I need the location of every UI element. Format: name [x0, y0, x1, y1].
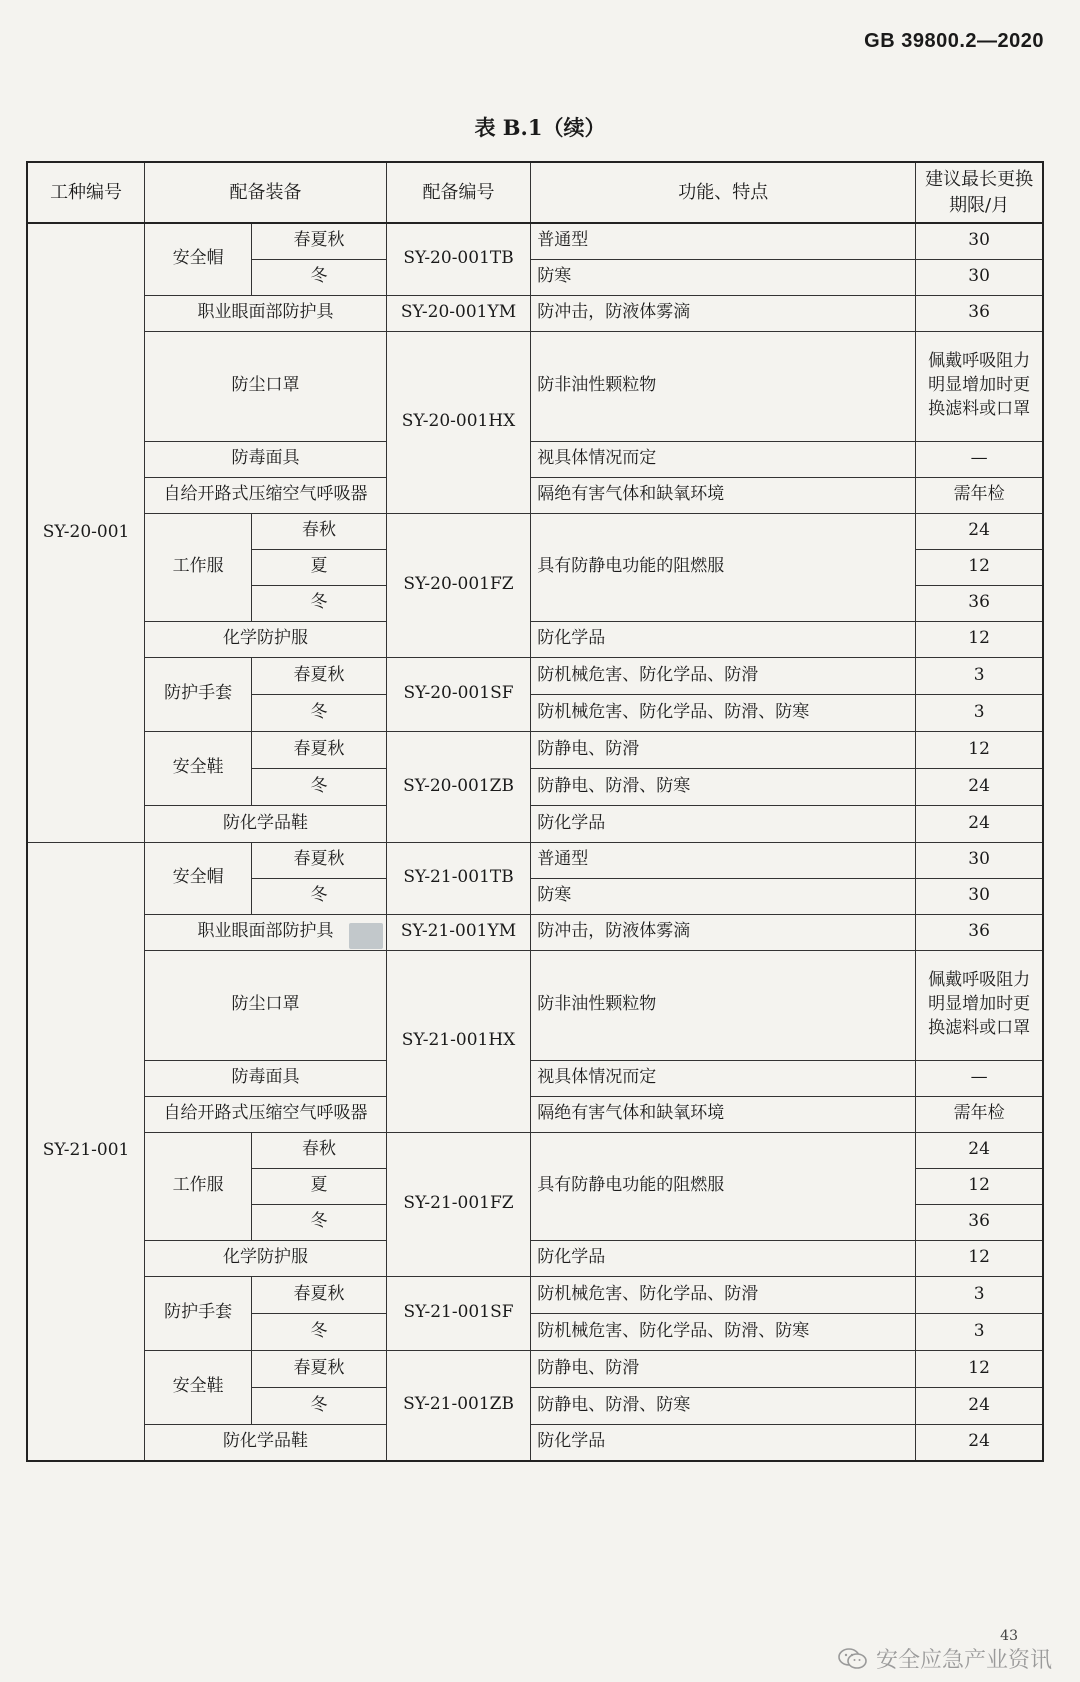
replacement-period-cell: —: [916, 1060, 1043, 1096]
function-cell: 具有防静电功能的阻燃服: [531, 513, 916, 621]
replacement-period-cell: 24: [916, 1424, 1043, 1461]
season-cell: 夏: [252, 1168, 387, 1204]
equipment-table: [26, 161, 1044, 1462]
season-cell: 春秋: [252, 513, 387, 549]
equipment-code-cell: SY-21-001FZ: [386, 1132, 530, 1276]
function-cell: 防化学品: [531, 621, 916, 657]
table-row: [27, 1060, 1043, 1096]
function-cell: 防寒: [531, 878, 916, 914]
equipment-cell: 自给开路式压缩空气呼吸器: [145, 1096, 387, 1132]
table-row: [27, 1350, 1043, 1387]
equipment-cell: 化学防护服: [145, 1240, 387, 1276]
table-row: [27, 331, 1043, 441]
equipment-cell: 防毒面具: [145, 1060, 387, 1096]
season-cell: 春夏秋: [252, 657, 387, 694]
table-title: 表 B.1（续）: [474, 115, 606, 140]
table-row: [27, 1276, 1043, 1313]
equipment-cell: 化学防护服: [145, 621, 387, 657]
function-cell: 防化学品: [531, 805, 916, 842]
table-row: [27, 805, 1043, 842]
equipment-cell: 安全鞋: [145, 731, 252, 805]
equipment-cell: 自给开路式压缩空气呼吸器: [145, 477, 387, 513]
replacement-period-cell: 30: [916, 223, 1043, 259]
watermark-chip: [349, 923, 383, 949]
function-cell: 隔绝有害气体和缺氧环境: [531, 477, 916, 513]
equipment-code-cell: SY-20-001FZ: [386, 513, 530, 657]
column-header: 配备装备: [145, 162, 387, 223]
replacement-period-cell: 36: [916, 914, 1043, 950]
function-cell: 防机械危害、防化学品、防滑: [531, 1276, 916, 1313]
table-row: [27, 731, 1043, 768]
replacement-period-cell: 需年检: [916, 477, 1043, 513]
equipment-code-cell: SY-21-001ZB: [386, 1350, 530, 1461]
equipment-cell: 职业眼面部防护具: [145, 914, 387, 950]
equipment-cell: 工作服: [145, 1132, 252, 1240]
replacement-period-cell: 佩戴呼吸阻力明显增加时更换滤料或口罩: [916, 950, 1043, 1060]
table-row: [27, 441, 1043, 477]
function-cell: 防静电、防滑: [531, 731, 916, 768]
season-cell: 冬: [252, 878, 387, 914]
function-cell: 防机械危害、防化学品、防滑: [531, 657, 916, 694]
season-cell: 冬: [252, 1313, 387, 1350]
table-row: [27, 914, 1043, 950]
function-cell: 防机械危害、防化学品、防滑、防寒: [531, 694, 916, 731]
wechat-icon: [838, 1647, 868, 1671]
replacement-period-cell: 3: [916, 1313, 1043, 1350]
column-header: 功能、特点: [531, 162, 916, 223]
table-row: [27, 1132, 1043, 1168]
equipment-cell: 工作服: [145, 513, 252, 621]
table-row: [27, 295, 1043, 331]
replacement-period-cell: 36: [916, 585, 1043, 621]
season-cell: 春夏秋: [252, 223, 387, 259]
replacement-period-cell: 3: [916, 657, 1043, 694]
replacement-period-cell: 30: [916, 842, 1043, 878]
season-cell: 春秋: [252, 1132, 387, 1168]
equipment-cell: 防护手套: [145, 657, 252, 731]
function-cell: 具有防静电功能的阻燃服: [531, 1132, 916, 1240]
season-cell: 冬: [252, 1204, 387, 1240]
equipment-code-cell: SY-21-001YM: [386, 914, 530, 950]
replacement-period-cell: 需年检: [916, 1096, 1043, 1132]
replacement-period-cell: 24: [916, 1132, 1043, 1168]
season-cell: 冬: [252, 694, 387, 731]
function-cell: 防静电、防滑: [531, 1350, 916, 1387]
replacement-period-cell: 36: [916, 1204, 1043, 1240]
function-cell: 防非油性颗粒物: [531, 950, 916, 1060]
watermark-text: 安全应急产业资讯: [875, 1647, 1052, 1672]
function-cell: 防冲击，防液体雾滴: [531, 914, 916, 950]
replacement-period-cell: 3: [916, 694, 1043, 731]
function-cell: 防非油性颗粒物: [531, 331, 916, 441]
replacement-period-cell: 24: [916, 1387, 1043, 1424]
season-cell: 春夏秋: [252, 1350, 387, 1387]
table-row: [27, 513, 1043, 549]
replacement-period-cell: 12: [916, 731, 1043, 768]
replacement-period-cell: 24: [916, 768, 1043, 805]
table-row: [27, 621, 1043, 657]
equipment-code-cell: SY-21-001HX: [386, 950, 530, 1132]
table-row: [27, 477, 1043, 513]
equipment-cell: 安全鞋: [145, 1350, 252, 1424]
column-header: 建议最长更换期限/月: [916, 162, 1043, 223]
function-cell: 防化学品: [531, 1240, 916, 1276]
equipment-cell: 安全帽: [145, 842, 252, 914]
table-row: [27, 950, 1043, 1060]
job-code-cell: SY-21-001: [27, 842, 145, 1461]
replacement-period-cell: 30: [916, 259, 1043, 295]
function-cell: 视具体情况而定: [531, 1060, 916, 1096]
column-header: 配备编号: [386, 162, 530, 223]
equipment-cell: 防毒面具: [145, 441, 387, 477]
job-code-cell: SY-20-001: [27, 223, 145, 842]
table-row: [27, 1424, 1043, 1461]
equipment-code-cell: SY-20-001HX: [386, 331, 530, 513]
season-cell: 夏: [252, 549, 387, 585]
season-cell: 冬: [252, 768, 387, 805]
equipment-cell: 职业眼面部防护具: [145, 295, 387, 331]
table-row: [27, 842, 1043, 878]
function-cell: 防静电、防滑、防寒: [531, 768, 916, 805]
table-row: [27, 223, 1043, 259]
equipment-code-cell: SY-20-001YM: [386, 295, 530, 331]
season-cell: 冬: [252, 259, 387, 295]
standard-number: GB 39800.2—2020: [864, 30, 1044, 52]
season-cell: 春夏秋: [252, 842, 387, 878]
season-cell: 冬: [252, 1387, 387, 1424]
season-cell: 春夏秋: [252, 1276, 387, 1313]
replacement-period-cell: 12: [916, 1240, 1043, 1276]
equipment-cell: 防护手套: [145, 1276, 252, 1350]
function-cell: 防寒: [531, 259, 916, 295]
replacement-period-cell: 12: [916, 621, 1043, 657]
equipment-code-cell: SY-20-001TB: [386, 223, 530, 295]
function-cell: 普通型: [531, 223, 916, 259]
replacement-period-cell: 24: [916, 513, 1043, 549]
replacement-period-cell: —: [916, 441, 1043, 477]
equipment-code-cell: SY-21-001TB: [386, 842, 530, 914]
replacement-period-cell: 12: [916, 1168, 1043, 1204]
equipment-cell: 防化学品鞋: [145, 805, 387, 842]
table-row: [27, 1096, 1043, 1132]
function-cell: 防冲击，防液体雾滴: [531, 295, 916, 331]
equipment-cell: 防化学品鞋: [145, 1424, 387, 1461]
column-header: 工种编号: [27, 162, 145, 223]
replacement-period-cell: 12: [916, 1350, 1043, 1387]
function-cell: 隔绝有害气体和缺氧环境: [531, 1096, 916, 1132]
replacement-period-cell: 24: [916, 805, 1043, 842]
function-cell: 防静电、防滑、防寒: [531, 1387, 916, 1424]
function-cell: 普通型: [531, 842, 916, 878]
page-number: 43: [1000, 1628, 1018, 1644]
function-cell: 防化学品: [531, 1424, 916, 1461]
replacement-period-cell: 3: [916, 1276, 1043, 1313]
season-cell: 冬: [252, 585, 387, 621]
equipment-cell: 防尘口罩: [145, 331, 387, 441]
function-cell: 视具体情况而定: [531, 441, 916, 477]
equipment-code-cell: SY-21-001SF: [386, 1276, 530, 1350]
equipment-code-cell: SY-20-001SF: [386, 657, 530, 731]
equipment-code-cell: SY-20-001ZB: [386, 731, 530, 842]
replacement-period-cell: 30: [916, 878, 1043, 914]
replacement-period-cell: 12: [916, 549, 1043, 585]
watermark: [838, 1643, 1052, 1674]
replacement-period-cell: 佩戴呼吸阻力明显增加时更换滤料或口罩: [916, 331, 1043, 441]
equipment-cell: 安全帽: [145, 223, 252, 295]
table-row: [27, 1240, 1043, 1276]
table-header-row: [27, 162, 1043, 223]
equipment-cell: 防尘口罩: [145, 950, 387, 1060]
function-cell: 防机械危害、防化学品、防滑、防寒: [531, 1313, 916, 1350]
season-cell: 春夏秋: [252, 731, 387, 768]
table-row: [27, 657, 1043, 694]
replacement-period-cell: 36: [916, 295, 1043, 331]
